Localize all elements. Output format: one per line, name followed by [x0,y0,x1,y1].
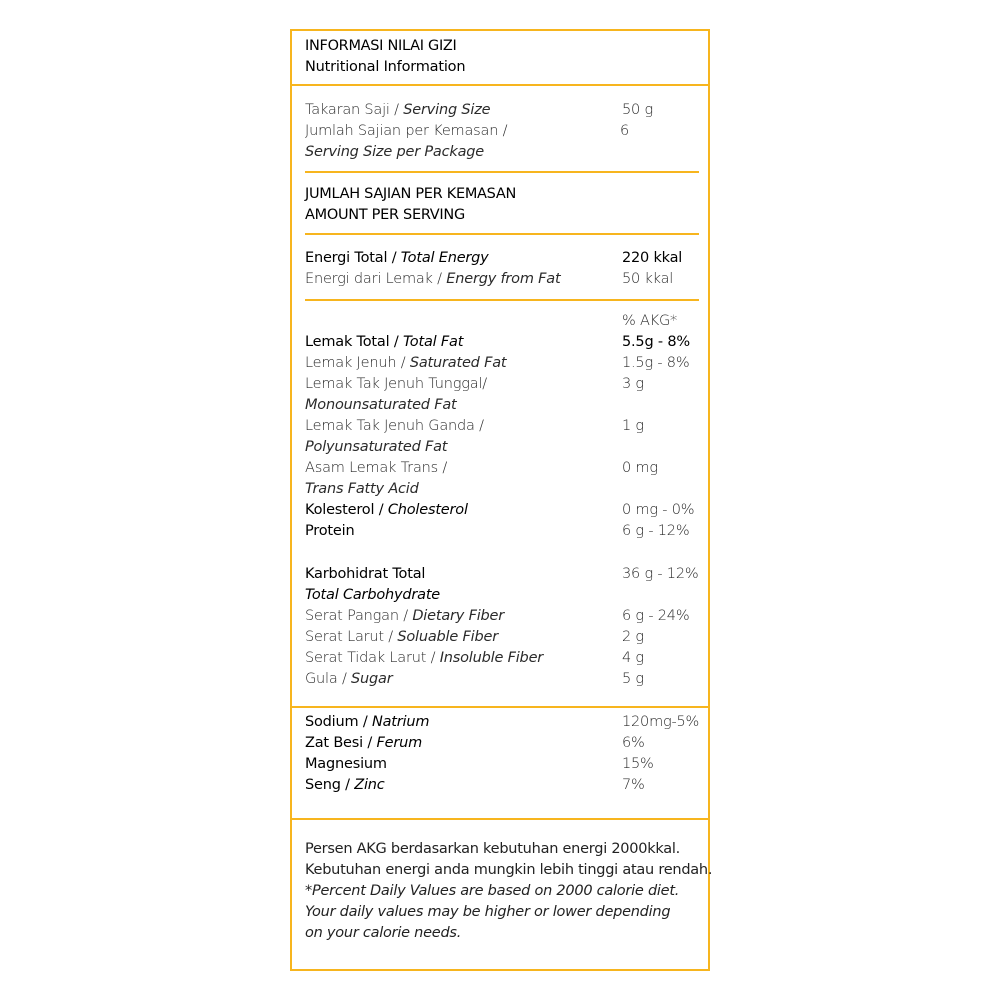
energy-row [305,269,705,290]
energy-row [305,248,705,269]
nutrient-label-id: Kolesterol / [305,502,388,518]
servings-per-package-row [305,121,705,142]
nutrient-row-en [305,437,705,458]
energy-label-id: Energi Total / [305,250,401,266]
mineral-label-id: Magnesium [305,756,387,772]
nutrient-label [305,627,498,648]
nutrient-label-id: Asam Lemak Trans / [305,460,448,476]
footnote-line-en: on your calorie needs. [305,925,462,941]
nutrient-label-en: Total Carbohydrate [305,587,441,603]
nutrient-label-id: Serat Pangan / [305,608,413,624]
nutrient-row [305,627,705,648]
footnote-line: Persen AKG berdasarkan kebutuhan energi 2000kkal. [305,841,681,857]
mineral-value: 15% [622,756,654,772]
footnote-line: Kebutuhan energi anda mungkin lebih tinggi atau rendah. [305,862,713,878]
nutrient-label [305,353,506,374]
energy-value: 220 kkal [622,250,683,266]
panel-subtitle-row [305,57,705,78]
divider [292,818,708,820]
mineral-value: 6% [622,735,645,751]
serving-size-label-id: Takaran Saji / [305,102,404,118]
mineral-label-id: Zat Besi / [305,735,377,751]
mineral-row [305,775,705,796]
servings-per-package-label: Jumlah Sajian per Kemasan / [305,123,508,139]
footnote-line [305,902,705,923]
nutrient-label-en: Total Fat [402,334,464,350]
nutrient-label-en: Saturated Fat [409,355,507,371]
nutrient-label-en: Trans Fatty Acid [305,481,419,497]
nutrient-value: 3 g [622,376,644,392]
nutrient-label-id: Lemak Jenuh / [305,355,410,371]
nutrient-row [305,332,705,353]
amount-section-title-en: AMOUNT PER SERVING [305,207,465,223]
mineral-label-id: Seng / [305,777,355,793]
footnote-line-en: Your daily values may be higher or lower depending [305,904,671,920]
nutrient-value: 0 mg - 0% [622,502,695,518]
energy-value: 50 kkal [622,271,674,287]
nutrient-label-en: Monounsaturated Fat [305,397,457,413]
mineral-label-id: Sodium / [305,714,372,730]
nutrient-row-en [305,479,705,500]
nutrient-label-id: Serat Larut / [305,629,398,645]
nutrient-label-en: Insoluble Fiber [439,650,544,666]
servings-per-package-label-en: Serving Size per Package [305,144,484,160]
energy-label-en: Total Energy [400,250,489,266]
nutrient-value: 6 g - 24% [622,608,690,624]
servings-per-package-row-en [305,142,705,163]
nutrient-label [305,648,543,669]
akg-header: % AKG* [622,313,678,329]
mineral-label-en: Zinc [354,777,385,793]
nutrient-label-id: Lemak Total / [305,334,403,350]
nutrient-label-id: Lemak Tak Jenuh Ganda / [305,418,484,434]
divider [292,84,708,86]
nutrient-label [305,669,393,690]
nutrient-row [305,564,705,585]
mineral-label [305,712,429,733]
energy-label [305,269,560,290]
footnote-line-en: *Percent Daily Values are based on 2000 calorie diet. [305,883,680,899]
nutrient-label-en: Cholesterol [387,502,468,518]
mineral-value: 120mg-5% [622,714,700,730]
energy-label-id: Energi dari Lemak / [305,271,447,287]
nutrient-value: 5 g [622,671,644,687]
nutrient-label-en: Sugar [351,671,393,687]
mineral-label [305,775,385,796]
servings-per-package-value: 6 [620,123,630,139]
nutrient-row-en [305,395,705,416]
nutrient-label-id: Karbohidrat Total [305,566,426,582]
serving-size-label [305,100,490,121]
mineral-row [305,754,705,775]
nutrient-row [305,606,705,627]
nutrient-label-id: Protein [305,523,355,539]
panel-title-row [305,36,705,57]
nutrition-facts-panel [290,29,713,971]
nutrient-label [305,332,463,353]
nutrient-row [305,353,705,374]
nutrient-row [305,458,705,479]
nutrient-label-id: Lemak Tak Jenuh Tunggal/ [305,376,487,392]
nutrient-label-id: Serat Tidak Larut / [305,650,440,666]
nutrient-value: 0 mg [622,460,658,476]
nutrient-row [305,669,705,690]
nutrient-row-en [305,585,705,606]
nutrient-value: 2 g [622,629,644,645]
divider [292,706,708,708]
nutrient-value: 4 g [622,650,644,666]
nutrient-label-en: Polyunsaturated Fat [305,439,448,455]
footnote-line [305,923,705,944]
mineral-row [305,712,705,733]
nutrient-label [305,500,468,521]
mineral-label-en: Ferum [376,735,423,751]
panel-subtitle: Nutritional Information [305,59,466,75]
nutrient-value: 36 g - 12% [622,566,699,582]
nutrient-label-id: Gula / [305,671,352,687]
nutrient-value: 6 g - 12% [622,523,690,539]
amount-section-title-id: JUMLAH SAJIAN PER KEMASAN [305,186,516,202]
amount-section-title-en-row [305,205,705,226]
panel-title: INFORMASI NILAI GIZI [305,38,457,54]
nutrient-row [305,500,705,521]
nutrient-row [305,416,705,437]
footnote-line [305,881,705,902]
nutrient-value: 5.5g - 8% [622,334,690,350]
nutrient-row [305,374,705,395]
divider [305,171,699,173]
nutrient-label [305,606,504,627]
energy-label-en: Energy from Fat [446,271,561,287]
nutrient-row [305,521,705,542]
energy-label [305,248,489,269]
nutrient-value: 1 g [622,418,644,434]
mineral-label-en: Natrium [371,714,430,730]
nutrient-row [305,648,705,669]
mineral-value: 7% [622,777,645,793]
nutrient-label-en: Soluable Fiber [397,629,498,645]
amount-section-title-id-row [305,184,705,205]
serving-size-row [305,100,705,121]
mineral-label [305,733,422,754]
divider [305,299,699,301]
serving-size-label-en: Serving Size [403,102,491,118]
nutrient-label-en: Dietary Fiber [412,608,505,624]
serving-size-value: 50 g [622,102,653,118]
akg-header-row [305,311,705,332]
nutrient-value: 1.5g - 8% [622,355,690,371]
divider [305,233,699,235]
mineral-row [305,733,705,754]
